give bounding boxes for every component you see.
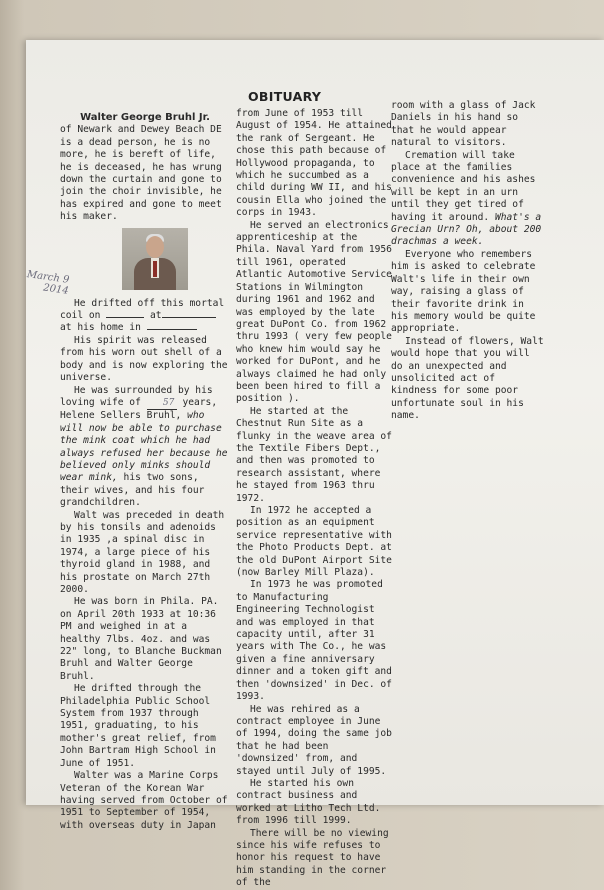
col2-paragraph-2: He served an electronics apprenticeship at the Phila. Naval Yard from 1956 till 1961, operated Atlantic Automotive Service Stations in Wilmington during 1961 and 1962 and was employed by the late great DuPont Co. from 1962 thru 1993 ( very few people who knew him would say he worked for DuPont, and he always claimed he had only been been hired to fill a position ). bbox=[236, 219, 392, 405]
col3-paragraph-1: room with a glass of Jack Daniels in his hand so that he would appear natural to visitors. bbox=[391, 100, 536, 149]
drifted-paragraph: He drifted off this mortal coil on at at his home in bbox=[60, 297, 225, 334]
col2-paragraph-8: There will be no viewing since his wife refuses to honor his request to have him standing in the corner of the bbox=[236, 827, 389, 889]
column-1 bbox=[60, 112, 230, 832]
preceded-paragraph: Walt was preceded in death by his tonsils and adenoids in 1935 ,a spinal disc in 1974, a large piece of his thyroid gland in 1988, and his prostate on March 27th 2000. bbox=[60, 509, 225, 595]
portrait-photo bbox=[122, 228, 188, 290]
handwritten-age: 57 bbox=[162, 397, 175, 408]
page-title: OBITUARY bbox=[248, 89, 322, 104]
col2-paragraph-3: He started at the Chestnut Run Site as a flunky in the weave area of the Textile Fibers Dept., and then was promoted to research assistant, where he stayed from 1963 thru 1972. bbox=[236, 405, 392, 504]
col2-paragraph-1: from June of 1953 till August of 1954. He attained the rank of Sergeant. He chose this path because of Hollywood propaganda, to which he succumbed as a child during WW II, and his cousin Ella who joined the corps in 1943. bbox=[236, 108, 392, 219]
deceased-name: Walter George Bruhl Jr. bbox=[80, 112, 210, 123]
column-2 bbox=[236, 108, 396, 890]
school-paragraph: He drifted through the Philadelphia Public School System from 1937 through 1951, graduating, to his mother's great relief, from John Bartram High School in June of 1951. bbox=[60, 683, 216, 769]
col3-paragraph-2: Cremation will take place at the families convenience and his ashes will be kept in an urn until they get tired of having it around. What's a Grecian Urn? Oh, about 200 drachmas a week. bbox=[391, 149, 542, 248]
survived-paragraph: He was surrounded by his loving wife of 57 years, Helene Sellers Bruhl, who will now be able to purchase the mink coat which he had always refused her because he believed only minks should wear mink, his two sons, their wives, and his four grandchildren. bbox=[60, 384, 228, 509]
col3-paragraph-3: Everyone who remembers him is asked to celebrate Walt's life in their own way, raising a glass of their favorite drink in his memory would be quite appropriate. bbox=[391, 248, 536, 335]
marine-paragraph: Walter was a Marine Corps Veteran of the Korean War having served from October of 1951 to September of 1954, with overseas duty in Japan bbox=[60, 770, 228, 831]
col2-paragraph-4: In 1972 he accepted a position as an equipment service representative with the Photo Products Dept. at the old DuPont Airport Site (now Barley Mill Plaza). bbox=[236, 505, 392, 579]
intro-paragraph: of Newark and Dewey Beach DE is a dead person, he is no more, he is bereft of life, he is deceased, he has wrung down the curtain and gone to join the choir invisible, he has expired and gone to meet his maker. bbox=[60, 124, 222, 223]
col2-paragraph-5: In 1973 he was promoted to Manufacturing Engineering Technologist and was employed in that capacity until, after 31 years with The Co., he was given a fine anniversary dinner and a token gift and then 'downsized' in Dec. of 1993. bbox=[236, 579, 392, 703]
column-3 bbox=[391, 100, 546, 423]
col2-paragraph-6: He was rehired as a contract employee in June of 1994, doing the same job that he had been 'downsized' from, and stayed until July of 1995. bbox=[236, 703, 392, 777]
born-paragraph: He was born in Phila. PA. on April 20th 1933 at 10:36 PM and weighed in at a healthy 7lbs. 4oz. and was 22" long, to Blanche Buckman Bruhl and Walter George Bruhl. bbox=[60, 596, 222, 682]
col3-paragraph-4: Instead of flowers, Walt would hope that you will do an unexpected and unsolicited act of kindness for some poor unfortunate soul in his name. bbox=[391, 335, 544, 422]
spirit-paragraph: His spirit was released from his worn out shell of a body and is now exploring the universe. bbox=[60, 334, 228, 384]
col2-paragraph-7: He started his own contract business and worked at Litho Tech Ltd. from 1996 till 1999. bbox=[236, 777, 381, 827]
handwritten-date: March 9 2014 bbox=[26, 269, 70, 297]
